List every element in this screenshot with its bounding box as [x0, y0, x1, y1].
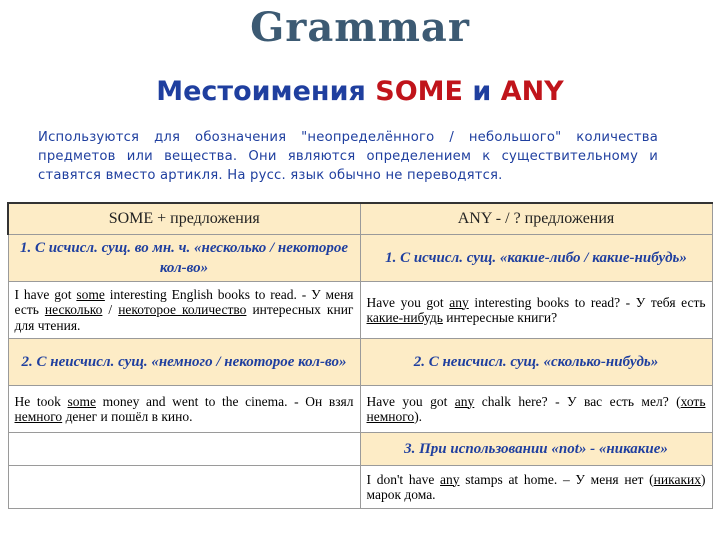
subtitle-middle: и	[462, 76, 501, 107]
ex1-right-c: интересные книги?	[442, 310, 558, 325]
ex2-right-u2: хоть немного	[366, 393, 706, 424]
ex1-left-c: /	[102, 302, 119, 318]
ex2-right-u1: any	[454, 393, 475, 409]
rule1-any: 1. С исчисл. сущ. «какие-либо / какие-нибудь»	[360, 235, 712, 282]
ex1-left-d: интересных книг для чтения.	[14, 302, 354, 333]
ex2-left-c: денег и пошёл в кино.	[62, 409, 193, 424]
ex1-left-a: I have got	[14, 286, 77, 302]
ex2-right-b: chalk here? - У вас есть мел? (	[474, 393, 681, 409]
table-row-rule1	[8, 235, 712, 282]
intro-paragraph: Используются для обозначения "неопределённого / небольшого" количества предметов или вещества. Они являются определением к существительному и ставятся вместо артикля. На русс. язык обычно не переводятся.	[38, 130, 658, 183]
ex3-right-b: stamps at home. – У меня нет (	[459, 471, 654, 487]
example2-some	[8, 386, 360, 433]
header-some: SOME + предложения	[8, 203, 360, 235]
ex1-right-u1: any	[449, 294, 469, 310]
ex2-left-u1: some	[67, 393, 96, 409]
ex1-right-a: Have you got	[366, 294, 450, 310]
ex3-right-a: I don't have	[366, 471, 441, 487]
page-title: Grammar	[250, 4, 470, 51]
ex2-right-a: Have you got	[366, 393, 455, 409]
ex3-right-u1: any	[440, 471, 460, 487]
ex1-left-b: interesting English books to read. - У меня есть	[14, 286, 354, 318]
grammar-table	[7, 202, 713, 509]
table-row-example3	[8, 466, 712, 509]
ex3-right-c: ) марок дома.	[366, 471, 706, 502]
table-row-rule2	[8, 339, 712, 386]
rule2-some: 2. С неисчисл. сущ. «немного / некоторое кол-во»	[8, 339, 360, 386]
ex1-left-u2: несколько	[44, 302, 103, 318]
ex3-right-u2: никаких	[653, 471, 701, 487]
ex1-left-u3: некоторое количество	[118, 302, 247, 318]
table-row-header	[8, 203, 712, 235]
subtitle-prefix: Местоимения	[156, 76, 376, 107]
ex1-right-b: interesting books to read? - У тебя есть	[468, 294, 706, 310]
rule1-some: 1. С исчисл. сущ. во мн. ч. «несколько / некоторое кол-во»	[8, 235, 360, 282]
table-row-example1	[8, 282, 712, 339]
subtitle-some: SOME	[375, 76, 463, 107]
ex2-left-b: money and went to the cinema. - Он взял	[95, 393, 354, 409]
table-row-example2	[8, 386, 712, 433]
header-any: ANY - / ? предложения	[360, 203, 712, 235]
ex1-left-u1: some	[76, 286, 105, 302]
ex2-left-u2: немного	[14, 409, 63, 424]
ex2-left-a: He took	[14, 393, 68, 409]
example2-any	[360, 386, 712, 433]
rule2-any: 2. С неисчисл. сущ. «сколько-нибудь»	[360, 339, 712, 386]
subtitle-any: ANY	[500, 76, 564, 107]
table-row-rule3	[8, 433, 712, 466]
page-subtitle	[0, 76, 720, 107]
ex2-right-c: ).	[414, 409, 423, 424]
example1-any	[360, 282, 712, 339]
rule3-any: 3. При использовании «not» - «никакие»	[360, 433, 712, 466]
example1-some	[8, 282, 360, 339]
example3-any	[360, 466, 712, 509]
rule3-some-empty	[8, 433, 360, 466]
example3-some-empty	[8, 466, 360, 509]
ex1-right-u2: какие-нибудь	[366, 310, 443, 325]
